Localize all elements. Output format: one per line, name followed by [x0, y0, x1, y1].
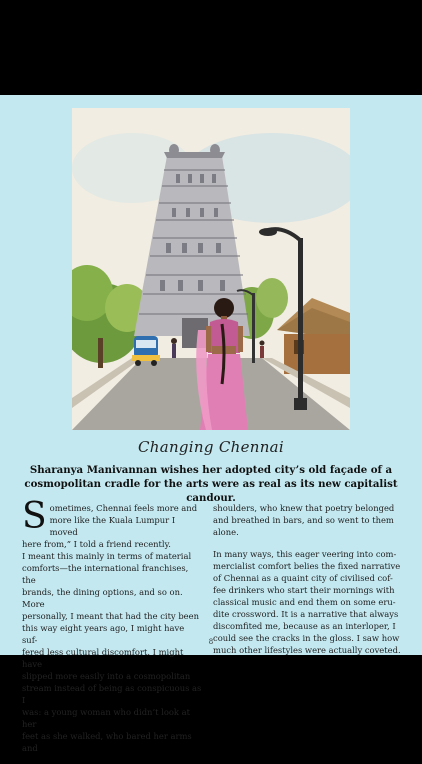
temple-street-illustration [72, 108, 350, 430]
drop-cap: S [22, 496, 47, 537]
page-number: 8 [208, 638, 214, 646]
article-title: Changing Chennai [137, 438, 285, 456]
article-standfirst: Sharanya Manivannan wishes her adopted city’s old façade of a cosmopolitan cradle for the arts were as real as its new capitalist candour. [24, 464, 398, 504]
body-paragraph [22, 496, 202, 754]
magazine-page [0, 95, 422, 753]
body-paragraph: shoulders, who knew that poetry belonged and breathed in bars, and so went to them alone. [213, 503, 395, 537]
body-paragraph: In many ways, this eager veering into com- mercialist comfort belies the fixed narrative of Chennai as a quaint city of civilised cof- fee drinkers who start their mornings with classical music and end them on some eru- dite crossword. It is a narrative that always discomfited me, because as an interloper, I could see the cracks in the gloss. I saw how much other lifestyles were actually coveted. [213, 549, 401, 655]
paragraph-text: ometimes, Chennai feels more and more like the Kuala Lumpur I moved here from,” I told a friend recently. I meant this mainly in terms of material comforts—the international franchises, the brands, the dining options, and so on. More personally, I meant that had the city been this way eight years ago, I might have suf- fered less cultural discomfort. I might have slipped more easily into a cosmopolitan stream instead of being as conspicuous as I was: a young woman who didn’t look at her feet as she walked, who bared her arms and [22, 503, 202, 753]
body-column-left [22, 496, 202, 764]
